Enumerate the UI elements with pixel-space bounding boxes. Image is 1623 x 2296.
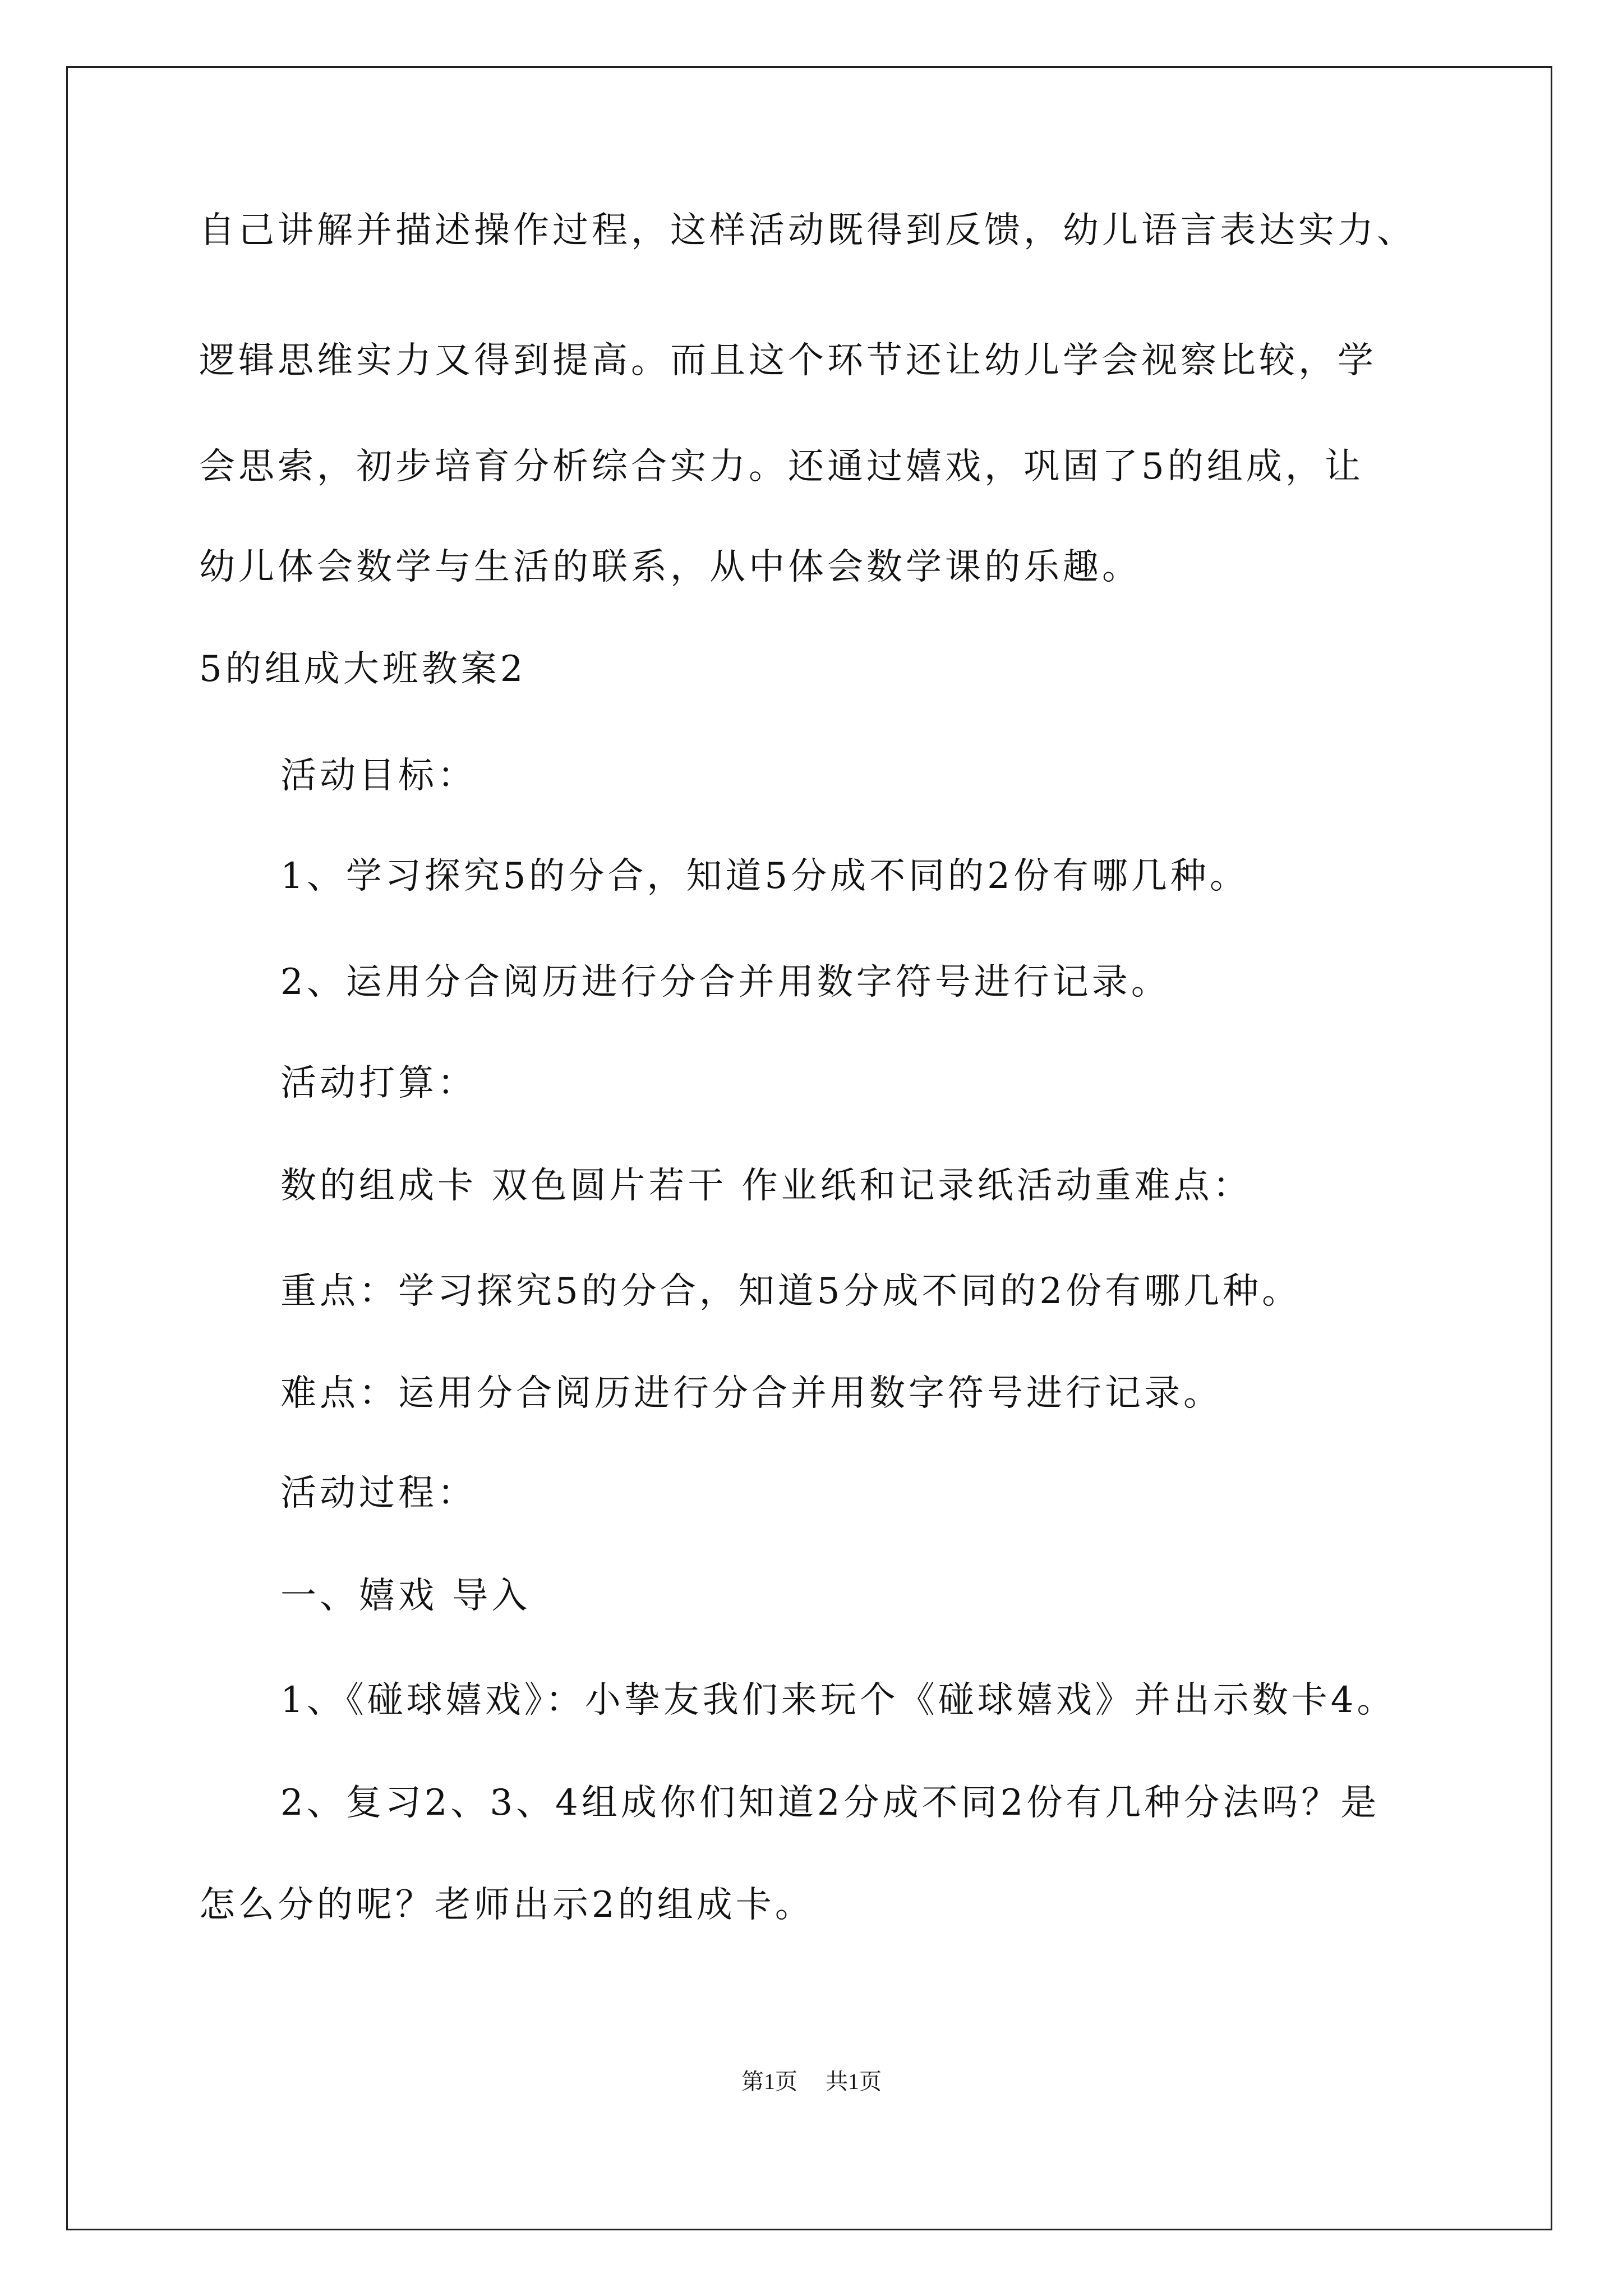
body-line-12: 难点：运用分合阅历进行分合并用数字符号进行记录。	[280, 1373, 1223, 1414]
section-heading: 5的组成大班教案2	[199, 648, 527, 690]
body-line-9: 活动打算：	[280, 1062, 477, 1104]
body-line-8: 2、运用分合阅历进行分合并用数字符号进行记录。	[280, 961, 1170, 1003]
body-line-10: 数的组成卡 双色圆片若干 作业纸和记录纸活动重难点：	[280, 1165, 1252, 1207]
body-line-2: 逻辑思维实力又得到提高。而且这个环节还让幼儿学会视察比较，学	[199, 340, 1377, 381]
body-line-14: 一、嬉戏 导入	[280, 1575, 531, 1617]
body-line-15: 1、《碰球嬉戏》：小挚友我们来玩个《碰球嬉戏》并出示数卡4。	[280, 1680, 1396, 1721]
body-line-4: 幼儿体会数学与生活的联系，从中体会数学课的乐趣。	[199, 546, 1141, 588]
body-line-6: 活动目标：	[280, 755, 477, 797]
body-line-3: 会思索，初步培育分析综合实力。还通过嬉戏，巩固了5的组成，让	[199, 446, 1364, 487]
page-footer	[0, 2068, 1623, 2096]
body-line-1: 自己讲解并描述操作过程，这样活动既得到反馈，幼儿语言表达实力、	[199, 210, 1416, 251]
body-line-16: 2、复习2、3、4组成你们知道2分成不同2份有几种分法吗？是	[280, 1782, 1380, 1824]
body-line-7: 1、学习探究5的分合，知道5分成不同的2份有哪几种。	[280, 855, 1249, 897]
body-line-13: 活动过程：	[280, 1473, 477, 1514]
body-line-17: 怎么分的呢？老师出示2的组成卡。	[199, 1884, 814, 1926]
page-number: 第1页	[741, 2069, 797, 2094]
page-total: 共1页	[826, 2069, 882, 2094]
body-line-11: 重点：学习探究5的分合，知道5分成不同的2份有哪几种。	[280, 1271, 1302, 1312]
